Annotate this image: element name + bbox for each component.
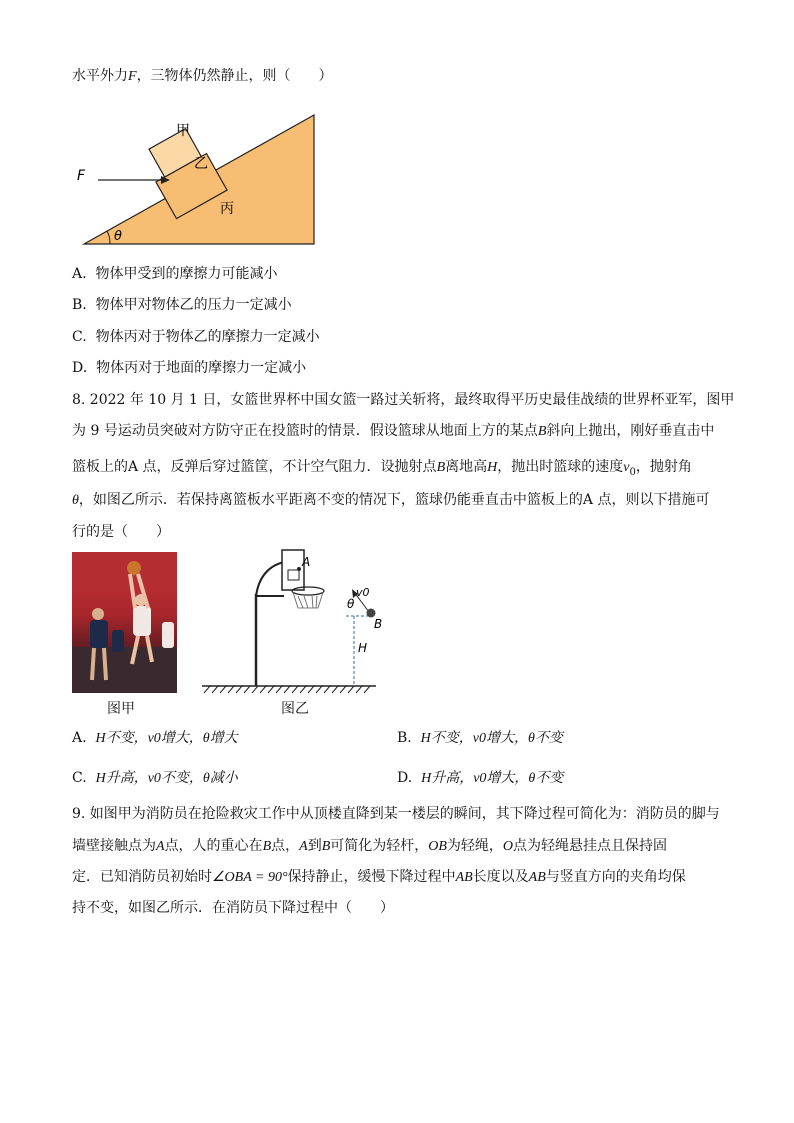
option-letter: C. bbox=[72, 770, 87, 786]
q9-line-4: 持不变，如图乙所示．在消防员下降过程中（ ） bbox=[72, 900, 394, 916]
q8-option-d[interactable] bbox=[397, 768, 563, 789]
pole-curve bbox=[256, 562, 284, 596]
q7-intro-text-end: ，三物体仍然静止，则（ ） bbox=[136, 68, 333, 84]
option-letter: D. bbox=[397, 770, 413, 786]
q8-line-5: 行的是（ ） bbox=[72, 524, 170, 540]
option-text: 物体丙对于物体乙的摩擦力一定减小 bbox=[95, 329, 320, 345]
caption-figure-jia: 图甲 bbox=[107, 701, 135, 717]
q8-option-a[interactable] bbox=[72, 728, 238, 749]
option-text: 物体甲受到的摩擦力可能减小 bbox=[95, 266, 278, 282]
label-jia: 甲 bbox=[176, 123, 190, 139]
label-H: H bbox=[358, 641, 368, 655]
photo-content bbox=[72, 552, 177, 693]
option-text: H不变，v0增大，θ不变 bbox=[420, 731, 563, 746]
q9-line-2: 墙壁接触点为A点，人的重心在B点，A到B可简化为轻杆，OB为轻绳，O点为轻绳悬挂点且保持固 bbox=[72, 838, 668, 854]
option-letter: B. bbox=[397, 730, 412, 746]
option-letter: D. bbox=[72, 360, 88, 376]
option-text: H升高，v0增大，θ不变 bbox=[421, 771, 564, 786]
q7-option-d[interactable] bbox=[72, 358, 306, 378]
incline-figure bbox=[70, 110, 330, 250]
q7-intro-force-symbol: F bbox=[128, 69, 137, 84]
option-letter: A. bbox=[72, 266, 87, 282]
ground-hatching bbox=[204, 686, 370, 693]
q8-option-b[interactable] bbox=[397, 728, 563, 749]
label-bing: 丙 bbox=[220, 201, 234, 217]
q7-option-b[interactable] bbox=[72, 295, 292, 315]
q8-line-4: θ，如图乙所示．若保持离篮板水平距离不变的情况下，篮球仍能垂直击中篮板上的A 点，则以下措施可 bbox=[72, 492, 710, 508]
option-text: 物体丙对于地面的摩擦力一定减小 bbox=[96, 360, 307, 376]
option-text: H升高，v0不变，θ减小 bbox=[95, 771, 238, 786]
option-letter: B. bbox=[72, 297, 87, 313]
label-theta: θ bbox=[114, 229, 122, 244]
point-a bbox=[297, 567, 301, 571]
q8-line-2: 为 9 号运动员突破对方防守正在投篮时的情景．假设篮球从地面上方的某点B斜向上抛出，刚好垂直击中 bbox=[72, 423, 715, 439]
label-theta-b: θ bbox=[347, 597, 355, 611]
label-B: B bbox=[374, 617, 383, 631]
option-text: H不变，v0增大，θ增大 bbox=[95, 731, 238, 746]
q9-line-1: 9. 如图甲为消防员在抢险救灾工作中从顶楼直降到某一楼层的瞬间，其下降过程可简化为：消防员的脚与 bbox=[72, 806, 720, 822]
q7-option-c[interactable] bbox=[72, 327, 320, 347]
q8-line-1: 8. 2022 年 10 月 1 日，女篮世界杯中国女篮一路过关斩将，最终取得平历史最佳战绩的世界杯亚军，图甲 bbox=[72, 392, 735, 408]
option-text: 物体甲对物体乙的压力一定减小 bbox=[95, 297, 292, 313]
q9-line-3: 定．已知消防员初始时∠OBA = 90°保持静止，缓慢下降过程中AB长度以及AB与竖直方向的夹角均保 bbox=[72, 869, 686, 885]
basketball-photo bbox=[72, 552, 177, 693]
basketball-diagram bbox=[196, 548, 386, 693]
q7-intro bbox=[72, 66, 333, 87]
option-letter: A. bbox=[72, 730, 87, 746]
label-F: F bbox=[77, 168, 86, 184]
q8-line-3: 篮板上的A 点，反弹后穿过篮筐，不计空气阻力．设抛射点B离地高H，抛出时篮球的速度$v_0$，抛射角 bbox=[72, 459, 692, 478]
q7-option-a[interactable] bbox=[72, 264, 277, 284]
label-v0: v0 bbox=[356, 586, 370, 599]
hoop bbox=[292, 587, 324, 595]
q7-intro-text: 水平外力 bbox=[72, 68, 128, 84]
caption-figure-yi: 图乙 bbox=[281, 701, 309, 717]
option-letter: C. bbox=[72, 329, 87, 345]
q8-option-c[interactable] bbox=[72, 768, 238, 789]
label-yi: 乙 bbox=[194, 156, 208, 172]
label-A: A bbox=[302, 555, 311, 569]
